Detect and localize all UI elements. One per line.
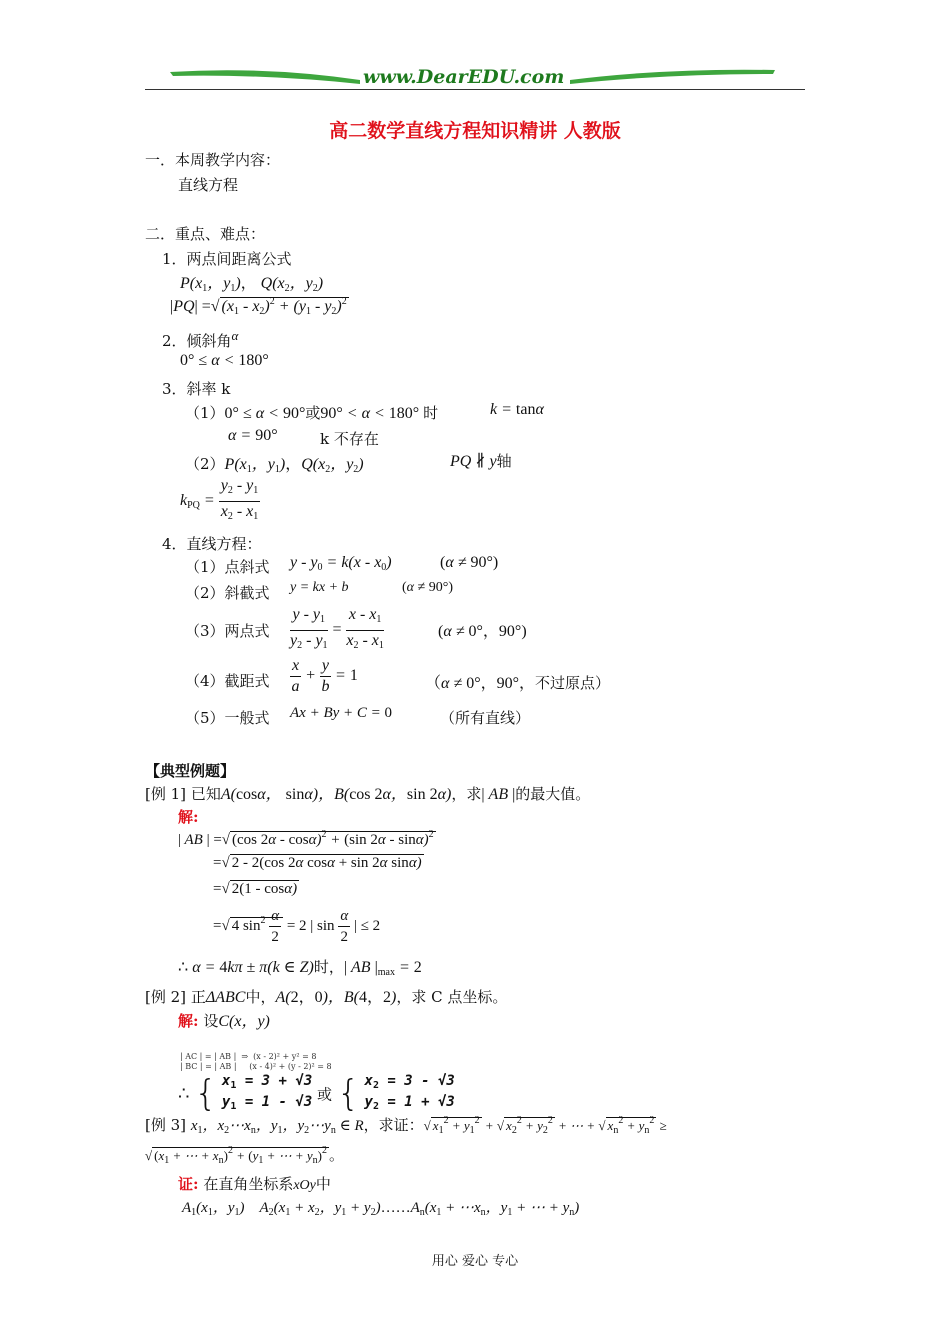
ex2-statement: [例 2] 正ΔABC中，A(2，0)，B(4，2)，求 C 点坐标。 (145, 988, 508, 1006)
ex1-conclusion: ∴ α = 4kπ ± π(k ∈ Z)时，| AB $|_{max} = 2$ (178, 958, 422, 978)
formula-points-pq: $P(x_1$，$y_1$)， $Q(x_2$，$y_2$) (180, 275, 324, 294)
case2-condition: PQ ∦ y轴 (450, 452, 512, 470)
ex2-solution-text: 设 (203, 1012, 219, 1030)
ex3-end: 。 (329, 1146, 345, 1164)
ex2-text3: ，求 C 点坐标。 (396, 988, 508, 1006)
page-footer: 用心 爱心 专心 (431, 1254, 519, 1269)
item3-title: 3．斜率 k (162, 380, 231, 398)
section2-heading: 二．重点、难点： (145, 225, 266, 243)
case1b-text: k 不存在 (320, 430, 379, 448)
ex1-ask2: 的最大值。 (515, 785, 591, 803)
ex1-step1: | AB | =√ (cos 2α - cosα)$^2$ + (sin 2α - sinα)$^2$ (178, 829, 434, 848)
form5-formula: Ax + By + C = 0 (290, 705, 393, 721)
formula-k-tan: k = tanα (490, 401, 544, 418)
form4-cond-text: 不过原点） (535, 674, 611, 692)
ex1-known: 已知 (190, 785, 221, 803)
item1-title: 1．两点间距离公式 (162, 250, 292, 268)
ex1-step4: =√ 4 $\sin^2$ $\frac{\alpha}{2}$ = 2 | sin $\frac{\alpha}{2}$ | ≤ 2 (213, 908, 381, 945)
ex1-statement: [例 1] 已知A(cosα， sinα)，B(cos 2α，sin 2α)，求| AB |的最大值。 (145, 785, 591, 803)
case2-axis: 轴 (496, 452, 512, 470)
ex2-text1: 正 (190, 988, 206, 1006)
form3-label: （3）两点式 (185, 622, 270, 640)
case2-label: （2） (185, 455, 225, 473)
ex3-statement: [例 3] $x_1$，$x_2\cdots x_n$，$y_1$，$y_2\cdots y_n$ ∈ R，求证：√ $x_1^2 + y_1^2$ + √ $x_2^2 + y_2^2$ + ⋯ + √ $x_n^2 + y_n^2$ ≥ (145, 1115, 667, 1136)
ex3-prove: ，求证： (363, 1116, 424, 1134)
form1-formula: $y - y_0 = k(x - x_0)$ (290, 554, 392, 573)
ex3-label: [例 3] (145, 1116, 187, 1134)
form2-formula: y = kx + b (290, 580, 349, 595)
page-title: 高二数学直线方程知识精讲 人教版 (329, 120, 621, 142)
ex2-solution: 解: 设C(x，y) (178, 1012, 270, 1030)
form4-formula: $\frac{x}{a}$ + $\frac{y}{b}$ = 1 (291, 657, 358, 695)
formula-distance: |PQ| =√ $(x_1 - x_2)^2 + (y_1 - y_2)^2$ (170, 296, 347, 317)
proof-label: 证: (178, 1175, 199, 1193)
ex2-or: 或 (317, 1085, 333, 1104)
item3-case1: （1）0° ≤ α < 90°或90° < α < 180° 时 (185, 404, 439, 422)
case1-when: 时 (423, 404, 439, 422)
ex3-statement-cont: √ ($x_1$ + ⋯ + $x_n)^2 + (y_1$ + ⋯ + $y_n)^2$ 。 (145, 1145, 345, 1166)
ex1-label: [例 1] (145, 785, 187, 803)
formula-angle-range: 0° ≤ α < 180° (180, 352, 269, 369)
form5-label: （5）一般式 (185, 709, 270, 727)
form1-label: （1）点斜式 (185, 558, 270, 576)
form4-label: （4）截距式 (185, 672, 270, 690)
case1-label: （1） (185, 404, 225, 422)
section1-heading: 一．本周教学内容： (145, 151, 281, 169)
section1-content: 直线方程 (178, 176, 239, 194)
ex2-text2: 中， (245, 988, 276, 1006)
proof-text: 在直角坐标系 (203, 1175, 294, 1193)
ex1-step2: =√ 2 - 2(cos 2α cosα + sin 2α sinα) (213, 855, 422, 871)
header-rule (145, 89, 805, 90)
ex2-solution-label: 解: (178, 1012, 199, 1030)
item3-case2: $(2)P(x_1$，$y_1$)，$Q(x_2$，$y_2$) (185, 455, 364, 475)
logo-text: www.DearEDU.com (363, 66, 565, 88)
form3-formula: $\frac{y - y_1}{y_2 - y_1}$ = $\frac{x - x_1}{x_2 - x_1}$ (290, 606, 384, 651)
item4-title: 4．直线方程： (162, 535, 262, 553)
header-logo (145, 62, 805, 92)
form3-cond: (α ≠ 0°，90°) (438, 623, 527, 640)
item2-title: 2．倾斜角α (162, 328, 239, 350)
formula-slope: $k_{PQ}$ = $\frac{y_2 - y_1}{x_2 - x_1}$ (180, 477, 259, 522)
item2-label: 2．倾斜角 (162, 332, 232, 350)
ex1-step3: =√ 2(1 - cosα) (213, 881, 298, 897)
ex2-result: ∴ { $x_1 = 3 + √3$ $y_1 = 1 - √3$ 或 { $x_2 = 3 - √3$ $y_2 = 1 + √3$ (178, 1073, 455, 1114)
examples-heading: 【典型例题】 (145, 762, 236, 780)
form5-cond: （所有直线） (440, 709, 531, 727)
ex2-system-small: | AC | = | AB | ⇒ (x - 2)² + y² = 8 | BC | = | AB | (x - 4)² + (y - 2)² = 8 (180, 1052, 332, 1071)
ex1-solution-label: 解: (178, 808, 199, 826)
ex3-points: $A_1(x_1$，$y_1$) $A_2(x_1 + x_2$，$y_1$ + $y_2)\dots\dots A_n(x_1$ + $\cdots x_n$，$y_1$ + ⋯ + $y_n$) (182, 1200, 580, 1218)
ex3-proof: 证: 在直角坐标系xOy中 (178, 1175, 331, 1193)
ex1-when: 时， (313, 958, 344, 976)
form2-label: （2）斜截式 (185, 584, 270, 602)
ex2-label: [例 2] (145, 988, 187, 1006)
form4-cond: （α ≠ 0°，90°，不过原点） (425, 674, 611, 692)
ex1-ask1: ，求 (451, 785, 482, 803)
form1-cond: (α ≠ 90°) (440, 554, 499, 571)
formula-alpha-90: α = 90° (228, 427, 278, 444)
form2-cond: (α ≠ 90°) (402, 580, 453, 595)
proof-text2: 中 (315, 1175, 331, 1193)
case1-or: 或 (305, 404, 321, 422)
